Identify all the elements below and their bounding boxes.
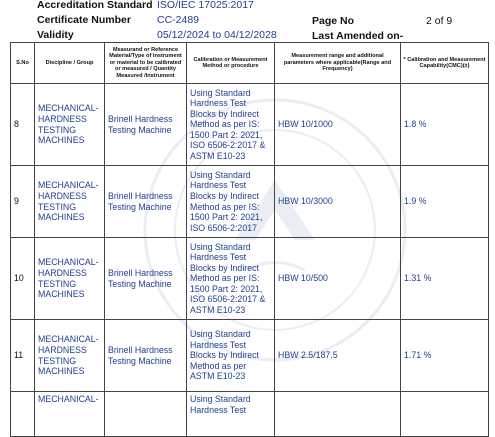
cell-group: MECHANICAL- HARDNESS TESTING MACHINES — [35, 166, 105, 238]
cell-range: HBW 10/500 — [275, 238, 401, 320]
cell-instrument: Brinell Hardness Testing Machine — [105, 166, 187, 238]
page-no-value: 2 of 9 — [426, 15, 453, 27]
cell-method: Using Standard Hardness Test Blocks by Indirect Method as per ASTM E10-23 — [187, 320, 275, 392]
certificate-number-label: Certificate Number — [37, 14, 131, 26]
cell-group: MECHANICAL- HARDNESS TESTING MACHINES — [35, 320, 105, 392]
cell-method: Using Standard Hardness Test Blocks by Indirect Method as per IS: 1500 Part 2: 2021, ISO 6506-2:2017 & ASTM E10-23 — [187, 84, 275, 166]
cell-sno: 8 — [11, 84, 35, 166]
cell-cmc: 1.71 % — [401, 320, 489, 392]
cell-cmc: 1.8 % — [401, 84, 489, 166]
cell-group: MECHANICAL- HARDNESS TESTING MACHINES — [35, 238, 105, 320]
cell-method: Using Standard Hardness Test Blocks by Indirect Method as per IS: 1500 Part 2: 2021, ISO 6506-2:2017 — [187, 166, 275, 238]
cell-cmc — [401, 392, 489, 437]
cell-sno: 10 — [11, 238, 35, 320]
table-header-row — [11, 43, 489, 84]
cell-group: MECHANICAL- — [35, 392, 105, 437]
table-row — [11, 320, 489, 392]
cell-range: HBW 2.5/187.5 — [275, 320, 401, 392]
cell-instrument — [105, 392, 187, 437]
cell-method: Using Standard Hardness Test Blocks by Indirect Method as per IS: 1500 Part 2: 2021, ISO 6506-2:2017 & ASTM E10-23 — [187, 238, 275, 320]
cell-sno — [11, 392, 35, 437]
table-row — [11, 238, 489, 320]
cell-range: HBW 10/1000 — [275, 84, 401, 166]
cell-range: HBW 10/3000 — [275, 166, 401, 238]
cell-sno: 9 — [11, 166, 35, 238]
cell-instrument: Brinell Hardness Testing Machine — [105, 84, 187, 166]
validity-value: 05/12/2024 to 04/12/2028 — [157, 29, 277, 41]
table-row — [11, 84, 489, 166]
scope-table — [10, 42, 489, 437]
validity-label: Validity — [37, 29, 74, 41]
col-header-range: Measurement range and additional parameters where applicable(Range and Frequency) — [275, 43, 401, 84]
page-no-label: Page No — [312, 15, 355, 27]
accreditation-standard-label: Accreditation Standard — [37, 0, 153, 11]
cell-method: Using Standard Hardness Test — [187, 392, 275, 437]
col-header-method: Calibration or Measurement Method or procedure — [187, 43, 275, 84]
col-header-measurand: Measurand or Reference Material/Type of instrument or material to be calibrated or measured / Quantity Measured /Instrument — [105, 43, 187, 84]
col-header-cmc: * Calibration and Measurement Capability(CMC)(±) — [401, 43, 489, 84]
certificate-number-value: CC-2489 — [157, 14, 200, 26]
cell-instrument: Brinell Hardness Testing Machine — [105, 320, 187, 392]
cell-sno: 11 — [11, 320, 35, 392]
col-header-discipline: Discipline / Group — [35, 43, 105, 84]
table-row — [11, 166, 489, 238]
cell-cmc: 1.9 % — [401, 166, 489, 238]
col-header-sno: S.No — [11, 43, 35, 84]
cell-range — [275, 392, 401, 437]
table-row — [11, 392, 489, 437]
cell-instrument: Brinell Hardness Testing Machine — [105, 238, 187, 320]
cell-group: MECHANICAL- HARDNESS TESTING MACHINES — [35, 84, 105, 166]
last-amended-label: Last Amended on- — [312, 30, 404, 42]
accreditation-standard-value: ISO/IEC 17025:2017 — [157, 0, 254, 11]
cell-cmc: 1.31 % — [401, 238, 489, 320]
